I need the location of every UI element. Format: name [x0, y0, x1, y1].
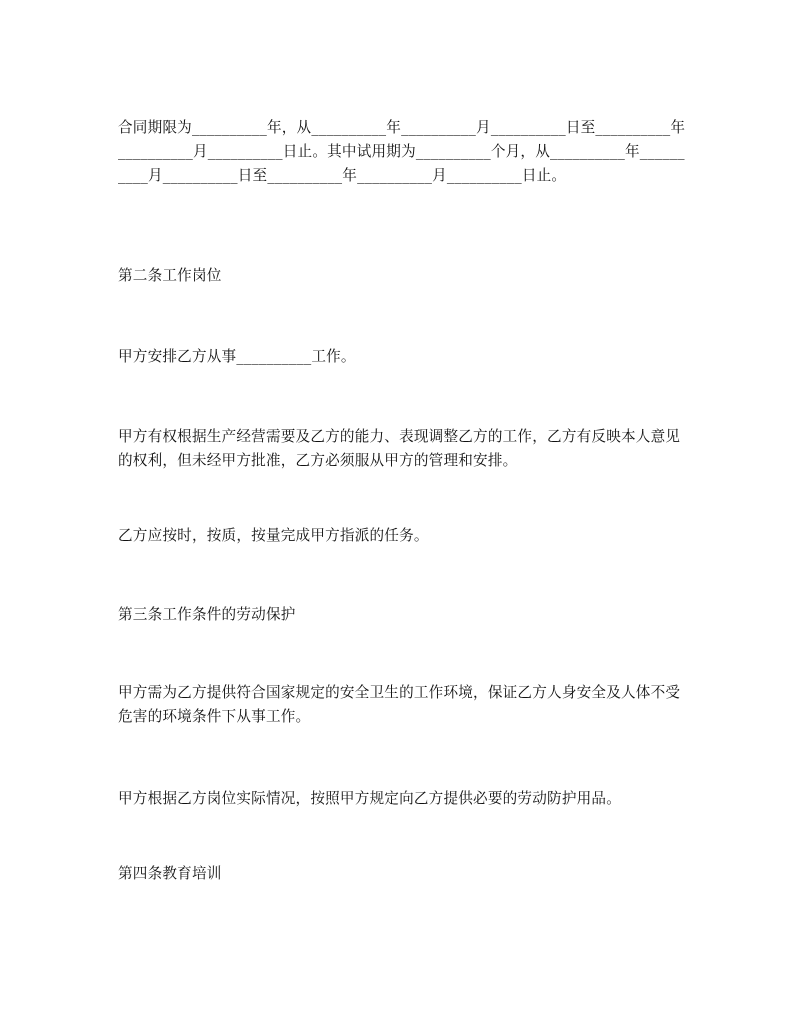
protective-equipment-paragraph: 甲方根据乙方岗位实际情况，按照甲方规定向乙方提供必要的劳动防护用品。: [118, 790, 621, 807]
contract-term-paragraph: 合同期限为__________年，从__________年__________月__________日至__________年__________月__________日止。其中试用期为__________个月，从__________年__________月__________日至__________年__________月__________日止。: [118, 119, 686, 184]
job-assignment-paragraph: 甲方安排乙方从事__________工作。: [118, 348, 356, 365]
section-heading-working-conditions: 第三条工作条件的劳动保护: [118, 606, 296, 623]
job-adjustment-paragraph: 甲方有权根据生产经营需要及乙方的能力、表现调整乙方的工作，乙方有反映本人意见的权利，但未经甲方批准，乙方必须服从甲方的管理和安排。: [118, 428, 681, 469]
section-heading-training: 第四条教育培训: [118, 865, 222, 882]
task-completion-paragraph: 乙方应按时，按质，按量完成甲方指派的任务。: [118, 527, 429, 544]
section-heading-job-position: 第二条工作岗位: [118, 267, 222, 284]
safety-environment-paragraph: 甲方需为乙方提供符合国家规定的安全卫生的工作环境，保证乙方人身安全及人体不受危害的环境条件下从事工作。: [118, 684, 681, 725]
